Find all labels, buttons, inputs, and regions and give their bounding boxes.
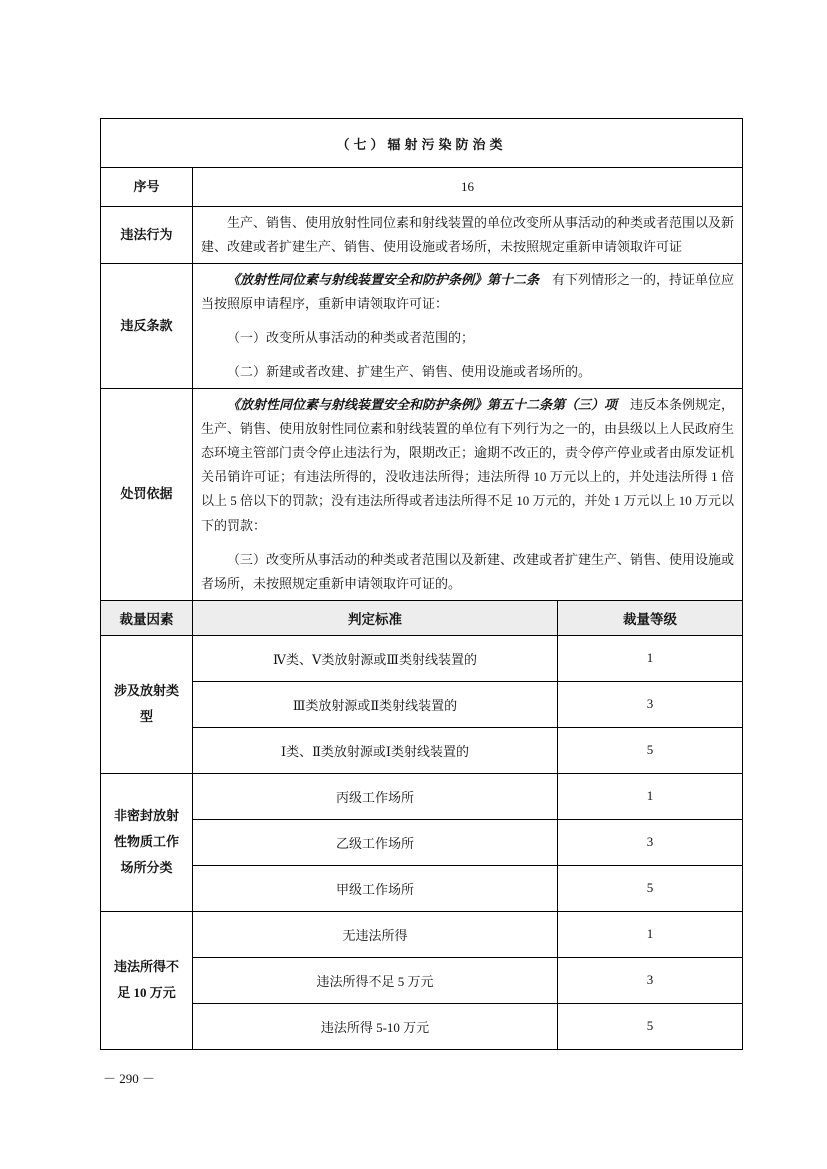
criteria-row (101, 865, 743, 911)
criteria-standard: 违法所得 5-10 万元 (193, 1003, 558, 1049)
penalty-basis-label: 处罚依据 (101, 389, 193, 600)
penalty-basis-intro-paragraph (201, 393, 734, 537)
penalty-basis-intro: 违反本条例规定，生产、销售、使用放射性同位素和射线装置的单位有下列行为之一的，由县级以上人民政府生态环境主管部门责令停止违法行为，限期改正；逾期不改正的，责令停产停业或者由原发证机关吊销许可证；有违法所得的，没收违法所得；违法所得 10 万元以上的，并处违法所得 1 倍以上 5 倍以下的罚款；没有违法所得或者违法所得不足 10 万元的，并处 1 万元以上 10 万元以下的罚款： (201, 397, 735, 533)
criteria-row (101, 773, 743, 819)
criteria-standard: Ⅲ类放射源或Ⅱ类射线装置的 (193, 681, 558, 727)
criteria-level: 5 (558, 1003, 743, 1049)
regulation-citation: 《放射性同位素与射线装置安全和防护条例》第十二条 (227, 272, 540, 288)
page-number: － 290 － (103, 1071, 156, 1086)
serial-row (101, 168, 743, 207)
criteria-level: 5 (558, 727, 743, 773)
violated-clause-intro-paragraph (201, 268, 734, 316)
criteria-row (101, 727, 743, 773)
criteria-level: 1 (558, 773, 743, 819)
criteria-header-factor: 裁量因素 (101, 600, 193, 635)
violated-clause-label: 违反条款 (101, 264, 193, 389)
penalty-regulation-citation: 《放射性同位素与射线装置安全和防护条例》第五十二条第（三）项 (227, 397, 618, 413)
criteria-standard: 无违法所得 (193, 911, 558, 957)
criteria-header-level: 裁量等级 (558, 600, 743, 635)
criteria-standard: 丙级工作场所 (193, 773, 558, 819)
title-row (101, 119, 743, 168)
illegal-act-text-cell (193, 207, 743, 264)
penalty-basis-row (101, 389, 743, 600)
criteria-standard: Ⅰ类、Ⅱ类放射源或Ⅰ类射线装置的 (193, 727, 558, 773)
criteria-row (101, 1003, 743, 1049)
criteria-standard: 乙级工作场所 (193, 819, 558, 865)
criteria-header-standard: 判定标准 (193, 600, 558, 635)
criteria-row (101, 635, 743, 681)
criteria-row (101, 911, 743, 957)
illegal-act-label: 违法行为 (101, 207, 193, 264)
violated-clause-item-2: （二）新建或者改建、扩建生产、销售、使用设施或者场所的。 (227, 364, 592, 380)
violated-clause-cell (193, 264, 743, 389)
table-title: （七）辐射污染防治类 (101, 119, 743, 168)
violated-clause-row (101, 264, 743, 389)
violated-clause-item-1: （一）改变所从事活动的种类或者范围的； (227, 330, 475, 346)
criteria-level: 3 (558, 681, 743, 727)
criteria-group-workplace-label: 非密封放射性物质工作场所分类 (101, 773, 193, 911)
criteria-group-radiation-type-label: 涉及放射类型 (101, 635, 193, 773)
criteria-standard: 违法所得不足 5 万元 (193, 957, 558, 1003)
violated-clause-intro: 有下列情形之一的，持证单位应当按照原申请程序，重新申请领取许可证： (201, 272, 735, 312)
discretion-table (100, 118, 743, 1050)
criteria-standard: Ⅳ类、Ⅴ类放射源或Ⅲ类射线装置的 (193, 635, 558, 681)
illegal-act-row (101, 207, 743, 264)
criteria-group-illegal-gains-label: 违法所得不足 10 万元 (101, 911, 193, 1049)
criteria-level: 1 (558, 911, 743, 957)
criteria-standard: 甲级工作场所 (193, 865, 558, 911)
criteria-level: 1 (558, 635, 743, 681)
criteria-row (101, 819, 743, 865)
criteria-level: 3 (558, 819, 743, 865)
illegal-act-text: 生产、销售、使用放射性同位素和射线装置的单位改变所从事活动的种类或者范围以及新建、改建或者扩建生产、销售、使用设施或者场所，未按照规定重新申请领取许可证 (201, 215, 735, 255)
criteria-header-row (101, 600, 743, 635)
penalty-basis-cell (193, 389, 743, 600)
criteria-row (101, 681, 743, 727)
penalty-basis-item-3: （三）改变所从事活动的种类或者范围以及新建、改建或者扩建生产、销售、使用设施或者场所，未按照规定重新申请领取许可证的。 (201, 551, 735, 591)
criteria-level: 3 (558, 957, 743, 1003)
serial-value: 16 (193, 168, 743, 207)
criteria-row (101, 957, 743, 1003)
serial-label: 序号 (101, 168, 193, 207)
criteria-level: 5 (558, 865, 743, 911)
